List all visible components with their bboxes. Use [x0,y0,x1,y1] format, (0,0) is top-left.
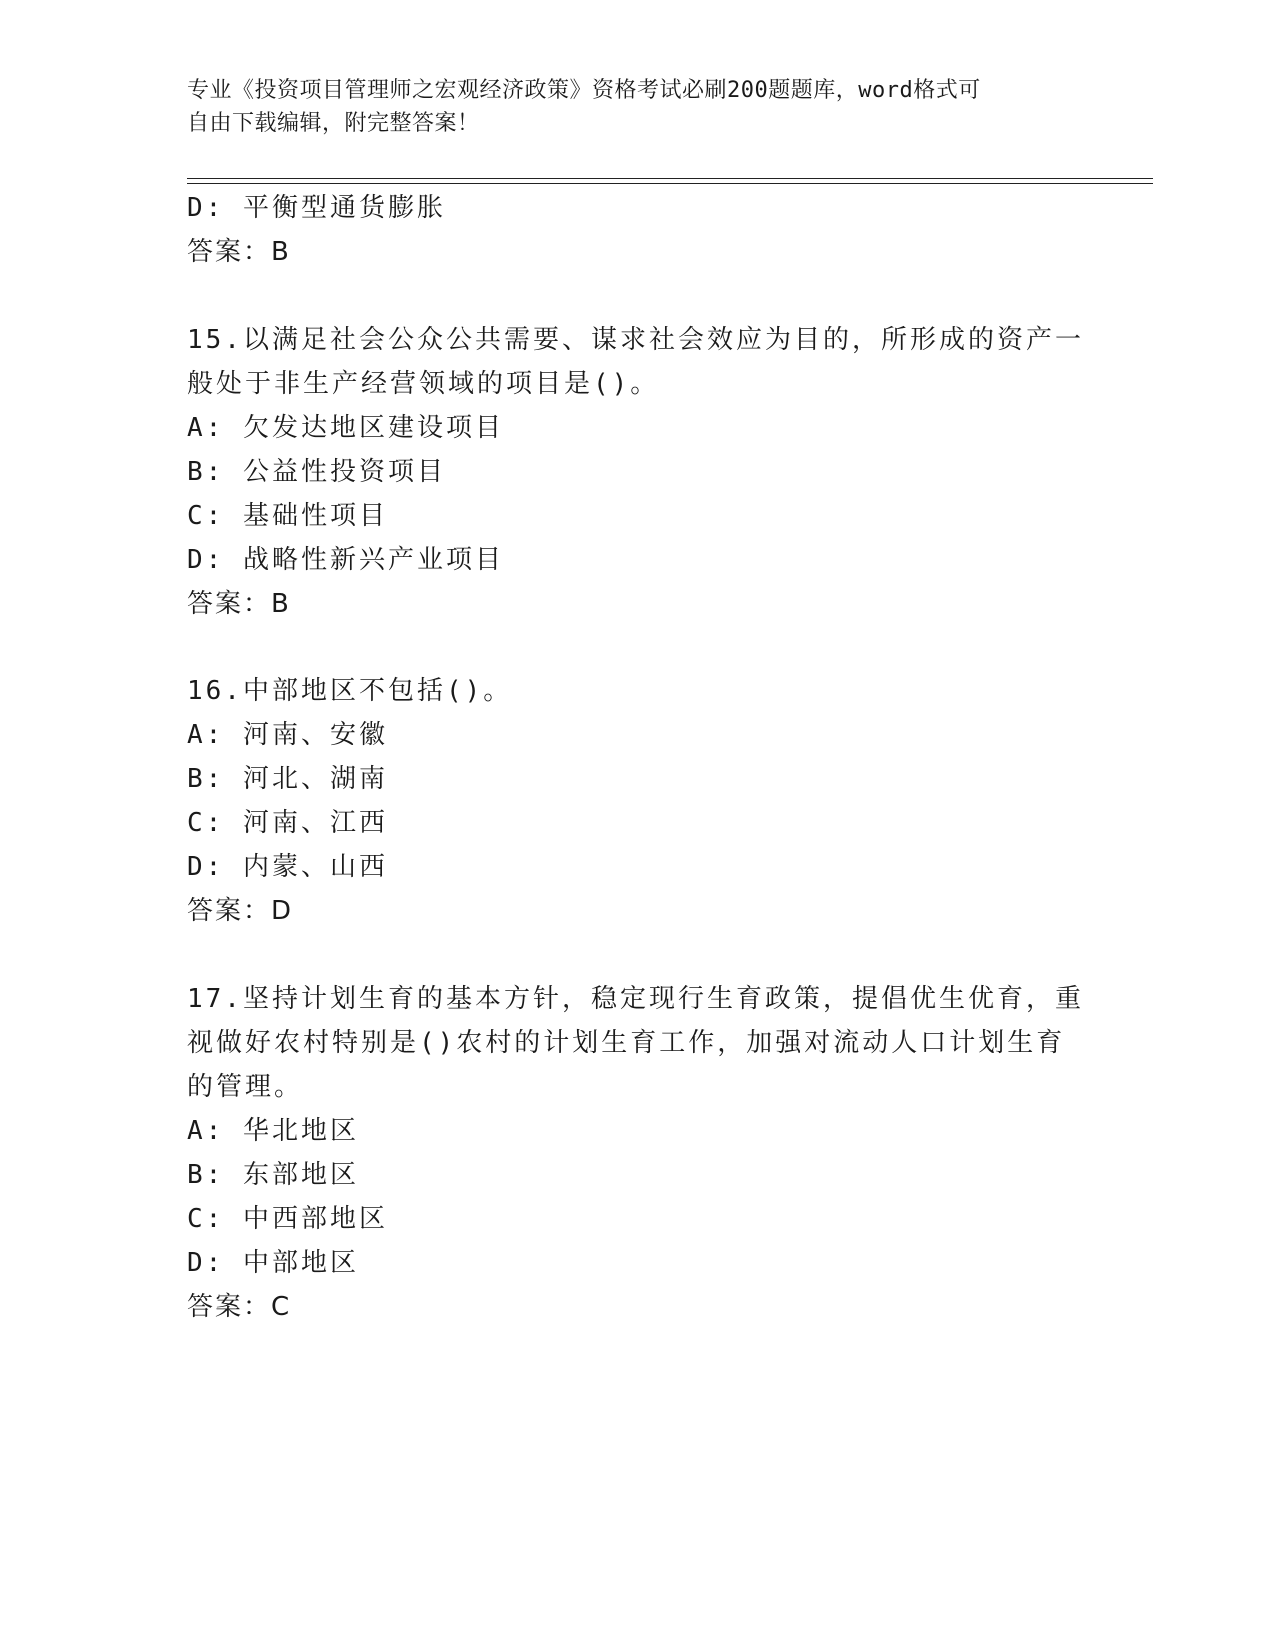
q15-option-c: C: 基础性项目 [187,501,388,531]
q16-stem-line-1: 16.中部地区不包括()。 [187,676,513,706]
q17-stem-line-2: 视做好农村特别是()农村的计划生育工作，加强对流动人口计划生育 [187,1028,1066,1058]
prev-option-d: D: 平衡型通货膨胀 [187,193,446,223]
q16-answer: 答案：D [187,896,294,926]
q17-option-b: B: 东部地区 [187,1160,359,1190]
prev-answer: 答案：B [187,237,291,267]
q16-option-a: A: 河南、安徽 [187,720,388,750]
q15-option-a: A: 欠发达地区建设项目 [187,413,504,443]
q17-option-d: D: 中部地区 [187,1248,359,1278]
q15-option-d: D: 战略性新兴产业项目 [187,545,504,575]
document-header [187,74,1067,140]
q17-option-a: A: 华北地区 [187,1116,359,1146]
q15-option-b: B: 公益性投资项目 [187,457,446,487]
header-line-2: 自由下载编辑，附完整答案！ [187,111,480,136]
header-line-1: 专业《投资项目管理师之宏观经济政策》资格考试必刷200题题库，word格式可 [187,78,981,103]
q16-option-b: B: 河北、湖南 [187,764,388,794]
q15-stem-line-2: 般处于非生产经营领域的项目是()。 [187,369,660,399]
q16-option-d: D: 内蒙、山西 [187,852,388,882]
q17-option-c: C: 中西部地区 [187,1204,388,1234]
q15-stem-line-1: 15.以满足社会公众公共需要、谋求社会效应为目的，所形成的资产一 [187,325,1084,355]
q15-answer: 答案：B [187,589,291,619]
q16-option-c: C: 河南、江西 [187,808,388,838]
header-divider-bottom [187,183,1153,184]
header-divider-top [187,178,1153,179]
q17-stem-line-3: 的管理。 [187,1072,304,1102]
q17-stem-line-1: 17.坚持计划生育的基本方针，稳定现行生育政策，提倡优生优育，重 [187,984,1084,1014]
q17-answer: 答案：C [187,1292,292,1322]
